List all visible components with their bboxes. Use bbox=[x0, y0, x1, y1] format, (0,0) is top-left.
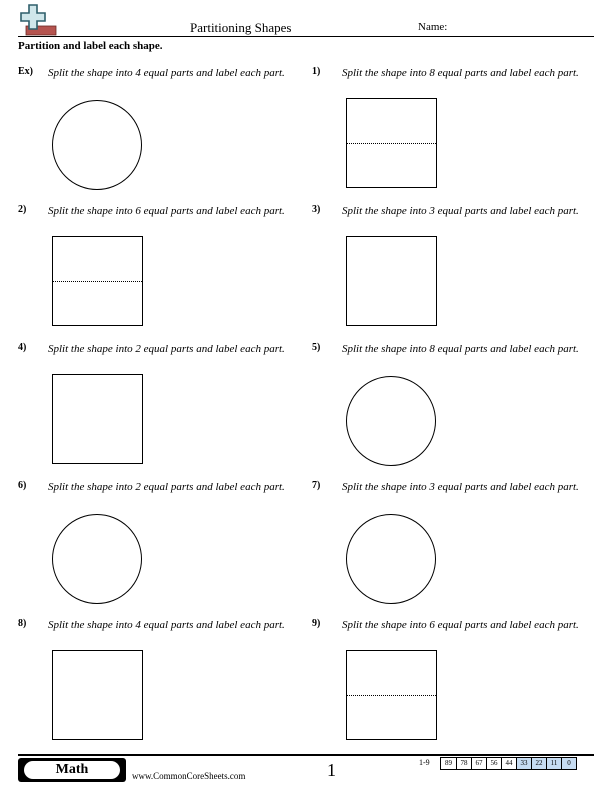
problem-5 bbox=[312, 342, 582, 472]
score-range: 1-9 bbox=[419, 758, 430, 767]
instructions: Partition and label each shape. bbox=[18, 40, 163, 52]
square-shape[interactable] bbox=[52, 650, 143, 740]
score-cell: 78 bbox=[456, 758, 471, 769]
score-table bbox=[440, 757, 577, 770]
problem-example bbox=[18, 66, 288, 196]
score-cell: 11 bbox=[546, 758, 561, 769]
problem-prompt: Split the shape into 4 equal parts and label each part. bbox=[48, 67, 285, 79]
math-badge bbox=[18, 758, 126, 782]
problem-number: 7) bbox=[312, 480, 321, 491]
problem-4 bbox=[18, 342, 288, 472]
problem-number: 2) bbox=[18, 204, 27, 215]
square-shape[interactable] bbox=[346, 650, 437, 740]
dotted-partition-line bbox=[347, 143, 436, 144]
problem-prompt: Split the shape into 4 equal parts and label each part. bbox=[48, 619, 285, 631]
score-cell: 56 bbox=[486, 758, 501, 769]
problem-2 bbox=[18, 204, 288, 334]
problem-number: 6) bbox=[18, 480, 27, 491]
footer-rule bbox=[18, 754, 594, 756]
problem-prompt: Split the shape into 8 equal parts and label each part. bbox=[342, 67, 579, 79]
problem-number: 3) bbox=[312, 204, 321, 215]
problem-number: 4) bbox=[18, 342, 27, 353]
problem-number: 9) bbox=[312, 618, 321, 629]
problem-1 bbox=[312, 66, 582, 196]
score-cell: 67 bbox=[471, 758, 486, 769]
dotted-partition-line bbox=[53, 281, 142, 282]
problem-7 bbox=[312, 480, 582, 610]
problem-9 bbox=[312, 618, 582, 748]
problem-8 bbox=[18, 618, 288, 748]
square-shape[interactable] bbox=[52, 236, 143, 326]
circle-shape[interactable] bbox=[346, 514, 436, 604]
score-cell: 0 bbox=[561, 758, 576, 769]
score-cell: 89 bbox=[445, 759, 452, 767]
page-number: 1 bbox=[327, 760, 336, 780]
worksheet-title: Partitioning Shapes bbox=[190, 20, 292, 35]
problem-prompt: Split the shape into 3 equal parts and label each part. bbox=[342, 481, 579, 493]
problem-number: 8) bbox=[18, 618, 27, 629]
problem-number: Ex) bbox=[18, 66, 33, 77]
problem-6 bbox=[18, 480, 288, 610]
circle-shape[interactable] bbox=[346, 376, 436, 466]
problem-prompt: Split the shape into 6 equal parts and label each part. bbox=[342, 619, 579, 631]
square-shape[interactable] bbox=[346, 98, 437, 188]
square-shape[interactable] bbox=[346, 236, 437, 326]
problem-prompt: Split the shape into 6 equal parts and label each part. bbox=[48, 205, 285, 217]
circle-shape[interactable] bbox=[52, 100, 142, 190]
problem-number: 5) bbox=[312, 342, 321, 353]
header-rule bbox=[18, 36, 594, 37]
square-shape[interactable] bbox=[52, 374, 143, 464]
problem-prompt: Split the shape into 8 equal parts and label each part. bbox=[342, 343, 579, 355]
score-cell: 33 bbox=[516, 758, 531, 769]
score-cell: 22 bbox=[531, 758, 546, 769]
problem-number: 1) bbox=[312, 66, 321, 77]
score-cell: 44 bbox=[501, 758, 516, 769]
math-plus-icon bbox=[18, 4, 58, 36]
name-label: Name: bbox=[418, 21, 448, 33]
dotted-partition-line bbox=[347, 695, 436, 696]
circle-shape[interactable] bbox=[52, 514, 142, 604]
problem-prompt: Split the shape into 2 equal parts and label each part. bbox=[48, 481, 285, 493]
math-badge-label: Math bbox=[24, 761, 120, 779]
problem-prompt: Split the shape into 2 equal parts and label each part. bbox=[48, 343, 285, 355]
website-link[interactable]: www.CommonCoreSheets.com bbox=[132, 771, 246, 781]
problem-prompt: Split the shape into 3 equal parts and label each part. bbox=[342, 205, 579, 217]
problem-3 bbox=[312, 204, 582, 334]
